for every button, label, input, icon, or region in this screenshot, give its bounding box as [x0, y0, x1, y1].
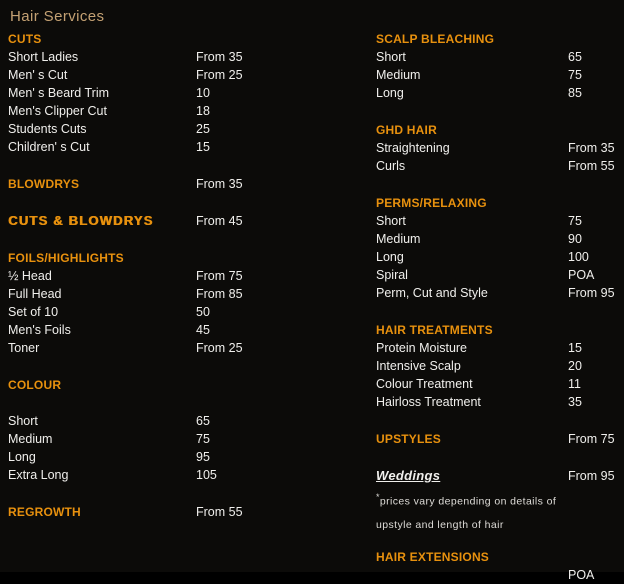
- item-label: Long: [8, 450, 36, 464]
- item-label: Medium: [8, 432, 53, 446]
- section-heading-price: From 95: [568, 469, 615, 483]
- price-row: [376, 139, 624, 157]
- price-columns: [0, 30, 624, 584]
- item-label: Short: [8, 414, 38, 428]
- item-label: Spiral: [376, 268, 408, 282]
- price-row: [8, 66, 368, 84]
- price-row: [376, 230, 624, 248]
- price-row: [8, 412, 368, 430]
- section-heading-price: From 35: [196, 177, 243, 191]
- item-price: 15: [196, 140, 210, 154]
- item-price: 85: [568, 86, 582, 100]
- price-row: [376, 66, 624, 84]
- section-heading-price: From 75: [568, 432, 615, 446]
- item-label: Men's Foils: [8, 323, 71, 337]
- section-heading: CUTS: [8, 32, 42, 46]
- item-price: From 85: [196, 287, 243, 301]
- price-section: [376, 30, 624, 102]
- item-label: Short Ladies: [8, 50, 79, 64]
- spacer: [8, 394, 368, 412]
- item-price: From 25: [196, 68, 243, 82]
- price-row: [376, 393, 624, 411]
- page-title: Hair Services: [10, 8, 105, 25]
- price-row: [376, 266, 624, 284]
- section-heading: UPSTYLES: [376, 432, 441, 446]
- item-label: Medium: [376, 232, 421, 246]
- item-label: Straightening: [376, 141, 450, 155]
- item-price: 105: [196, 468, 217, 482]
- item-price: 100: [568, 250, 589, 264]
- price-section: [376, 194, 624, 302]
- item-price: 90: [568, 232, 582, 246]
- item-price: From 95: [568, 286, 615, 300]
- price-row: [8, 285, 368, 303]
- section-heading: BLOWDRYS: [8, 177, 80, 191]
- section-heading-row: [8, 376, 368, 394]
- item-price: From 35: [196, 50, 243, 64]
- section-heading-row: [376, 467, 624, 485]
- price-row: [8, 448, 368, 466]
- section-heading-row: [8, 175, 368, 193]
- price-row: [8, 48, 368, 66]
- item-label: Full Head: [8, 287, 62, 301]
- price-section: [8, 376, 368, 484]
- item-price: POA: [568, 567, 595, 582]
- price-row: [8, 84, 368, 102]
- item-label: Medium: [376, 68, 421, 82]
- item-price: 15: [568, 341, 582, 355]
- price-row: [8, 120, 368, 138]
- item-price: 25: [196, 122, 210, 136]
- item-label: Children' s Cut: [8, 140, 90, 154]
- price-row: [376, 212, 624, 230]
- price-row: [8, 303, 368, 321]
- item-price: From 75: [196, 269, 243, 283]
- item-price: 75: [196, 432, 210, 446]
- item-label: ½ Head: [8, 269, 52, 283]
- section-heading: HAIR TREATMENTS: [376, 323, 493, 337]
- price-row: [8, 430, 368, 448]
- item-price: From 35: [568, 141, 615, 155]
- footnote-line: *prices vary depending on details of: [376, 492, 557, 508]
- price-section: [376, 548, 624, 584]
- item-price: 45: [196, 323, 210, 337]
- price-row: [8, 339, 368, 357]
- section-heading: HAIR EXTENSIONS: [376, 549, 490, 564]
- section-heading: Weddings: [376, 468, 441, 483]
- section-heading-row: [8, 212, 368, 230]
- item-label: Set of 10: [8, 305, 59, 319]
- asterisk: *: [376, 492, 380, 502]
- price-row: [8, 321, 368, 339]
- price-row: [376, 157, 624, 175]
- item-label: Men' s Beard Trim: [8, 86, 110, 100]
- item-label: Short: [376, 214, 406, 228]
- item-price: 10: [196, 86, 210, 100]
- item-label: Intensive Scalp: [376, 359, 461, 373]
- item-label: Short: [376, 50, 406, 64]
- price-row: [376, 84, 624, 102]
- item-price: 65: [568, 50, 582, 64]
- price-section: [376, 321, 624, 411]
- price-section: [8, 175, 368, 193]
- section-heading-row: [376, 321, 624, 339]
- price-row: [376, 566, 624, 584]
- price-row: [376, 357, 624, 375]
- item-label: Extra Long: [8, 468, 69, 482]
- item-price: 11: [568, 377, 581, 391]
- section-heading-row: [8, 30, 368, 48]
- section-heading: COLOUR: [8, 378, 62, 392]
- price-section: [376, 121, 624, 175]
- item-label: Curls: [376, 159, 406, 173]
- left-column: [0, 30, 368, 584]
- item-label: Perm, Cut and Style: [376, 286, 488, 300]
- price-section: [8, 212, 368, 230]
- item-price: From 55: [568, 159, 615, 173]
- price-row: [8, 138, 368, 156]
- price-section: [376, 430, 624, 448]
- price-row: [376, 339, 624, 357]
- price-section: [8, 30, 368, 156]
- section-heading: GHD HAIR: [376, 123, 437, 137]
- item-label: Men' s Cut: [8, 68, 68, 82]
- section-heading: CUTS & BLOWDRYS: [8, 213, 154, 228]
- item-price: 18: [196, 104, 210, 118]
- footnote-line: upstyle and length of hair: [376, 518, 504, 531]
- price-row: [376, 48, 624, 66]
- price-row: [376, 284, 624, 302]
- price-row: [8, 267, 368, 285]
- section-heading: SCALP BLEACHING: [376, 32, 495, 46]
- section-heading-row: [376, 121, 624, 139]
- section-heading-row: [8, 503, 368, 521]
- price-row: [8, 102, 368, 120]
- price-row: [376, 248, 624, 266]
- item-label: Long: [376, 250, 404, 264]
- item-label: Colour Treatment: [376, 377, 473, 391]
- section-heading: FOILS/HIGHLIGHTS: [8, 251, 124, 265]
- section-heading-price: From 45: [196, 214, 243, 228]
- item-price: 75: [568, 214, 582, 228]
- section-heading-row: [376, 548, 624, 566]
- right-column: [368, 30, 624, 584]
- item-price: From 25: [196, 341, 243, 355]
- item-label: Toner: [8, 341, 40, 355]
- item-label: Hairloss Treatment: [376, 395, 481, 409]
- section-heading-row: [376, 194, 624, 212]
- item-price: 50: [196, 305, 210, 319]
- item-price: 95: [196, 450, 210, 464]
- item-label: Men's Clipper Cut: [8, 104, 107, 118]
- item-price: POA: [568, 268, 595, 282]
- item-label: Protein Moisture: [376, 341, 468, 355]
- section-heading-price: From 55: [196, 505, 243, 519]
- item-label: [376, 566, 568, 584]
- item-price: 35: [568, 395, 582, 409]
- section-heading: REGROWTH: [8, 505, 81, 519]
- section-heading-row: [376, 30, 624, 48]
- section-heading-row: [8, 249, 368, 267]
- price-section: [376, 467, 624, 536]
- item-price: 20: [568, 359, 582, 373]
- section-heading-row: [376, 430, 624, 448]
- item-price: 75: [568, 68, 582, 82]
- section-heading: PERMS/RELAXING: [376, 196, 487, 210]
- item-price: 65: [196, 414, 210, 428]
- price-section: [8, 503, 368, 521]
- price-row: [8, 466, 368, 484]
- item-label: Long: [376, 86, 404, 100]
- price-section: [8, 249, 368, 357]
- item-label: Students Cuts: [8, 122, 87, 136]
- price-row: [376, 375, 624, 393]
